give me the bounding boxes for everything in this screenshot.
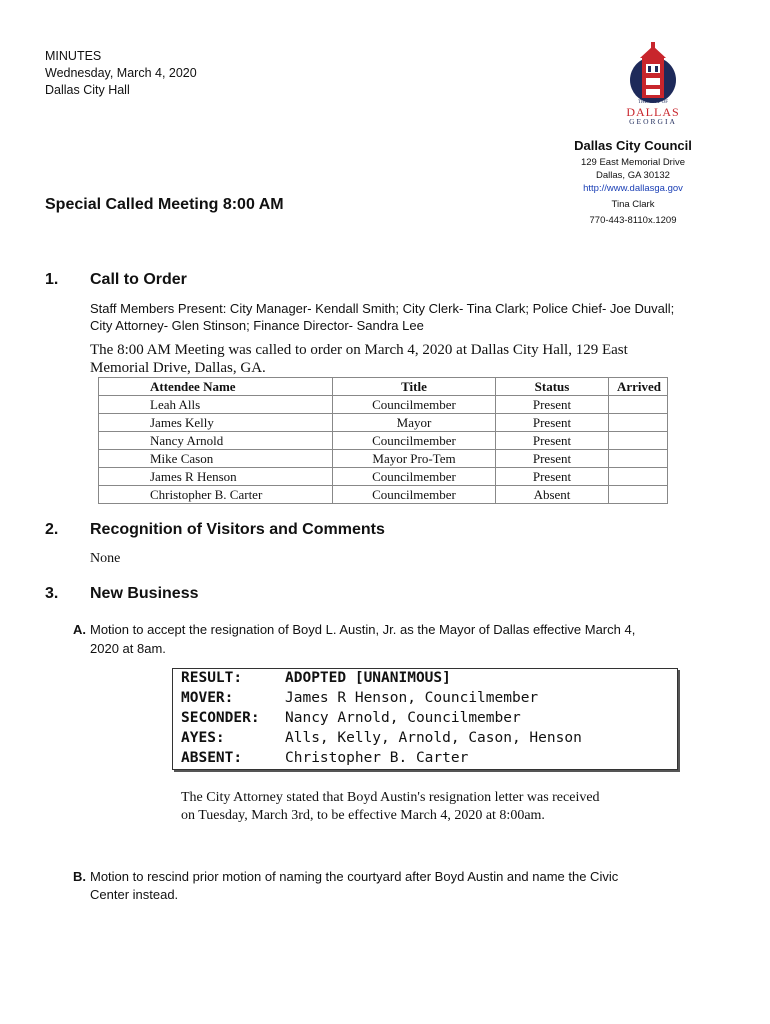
attendee-name: James R Henson [99,468,333,486]
section-2-title: Recognition of Visitors and Comments [90,521,385,538]
col-attendee-name: Attendee Name [99,378,333,396]
motion-a-label: A. [73,622,86,637]
attendee-name: Nancy Arnold [99,432,333,450]
attendee-arrived [609,468,668,486]
attendee-title: Mayor [333,414,496,432]
table-row [99,414,668,432]
meeting-location: Dallas City Hall [45,83,130,97]
called-to-order-line2: Memorial Drive, Dallas, GA. [90,360,266,376]
motion-b-text-line2: Center instead. [90,887,179,902]
table-row [99,432,668,450]
attendance-table [98,377,668,504]
motion-a-note-line2: on Tuesday, March 3rd, to be effective March 4, 2020 at 8:00am. [181,808,545,823]
attendee-status: Present [496,396,609,414]
attendee-name: Mike Cason [99,450,333,468]
meeting-date: Wednesday, March 4, 2020 [45,66,197,80]
absent-label: ABSENT: [181,750,243,766]
logo-top-text: THE CITY OF [637,100,669,105]
attendee-title: Mayor Pro-Tem [333,450,496,468]
attendee-status: Present [496,432,609,450]
attendee-arrived [609,432,668,450]
logo-main-text: DALLAS [626,105,680,119]
staff-present-line2: City Attorney- Glen Stinson; Finance Director- Sandra Lee [90,318,424,333]
attendee-name: James Kelly [99,414,333,432]
ayes-value: Alls, Kelly, Arnold, Cason, Henson [285,730,582,746]
motion-b-text-line1: Motion to rescind prior motion of naming the courtyard after Boyd Austin and name the Civic [90,869,619,884]
table-row [99,450,668,468]
col-status: Status [496,378,609,396]
attendee-status: Present [496,468,609,486]
council-clerk: Tina Clark [611,199,655,210]
council-address1: 129 East Memorial Drive [580,157,685,168]
council-phone: 770-443-8110x.1209 [589,215,677,226]
motion-a-text-line1: Motion to accept the resignation of Boyd L. Austin, Jr. as the Mayor of Dallas effective March 4, [90,622,636,637]
mover-value: James R Henson, Councilmember [285,690,539,706]
council-website-link[interactable]: http://www.dallasga.gov [583,183,683,194]
result-label: RESULT: [181,670,243,686]
city-logo [622,42,684,126]
minutes-label: MINUTES [45,49,102,63]
visitors-comments-text: None [90,551,121,566]
section-3-title: New Business [90,585,199,602]
col-title: Title [333,378,496,396]
meeting-title: Special Called Meeting 8:00 AM [45,196,284,213]
attendee-title: Councilmember [333,432,496,450]
staff-present-line1: Staff Members Present: City Manager- Kendall Smith; City Clerk- Tina Clark; Police Chief- Joe Duvall; [90,301,675,316]
table-row [99,396,668,414]
section-3-number: 3. [45,585,59,602]
council-name: Dallas City Council [574,138,692,153]
mover-label: MOVER: [181,690,234,706]
motion-a-result-box [172,668,678,770]
ayes-label: AYES: [181,730,225,746]
col-arrived: Arrived [609,378,668,396]
section-1-title: Call to Order [90,271,187,288]
motion-b-label: B. [73,869,86,884]
attendee-arrived [609,486,668,504]
section-1-number: 1. [45,271,59,288]
motion-a-note-line1: The City Attorney stated that Boyd Austin's resignation letter was received [181,790,600,805]
attendee-status: Present [496,450,609,468]
absent-value: Christopher B. Carter [285,750,469,766]
council-info [558,138,708,227]
seconder-label: SECONDER: [181,710,260,726]
result-value: ADOPTED [UNANIMOUS] [285,670,451,686]
attendee-status: Absent [496,486,609,504]
attendee-name: Leah Alls [99,396,333,414]
attendee-title: Councilmember [333,396,496,414]
called-to-order-line1: The 8:00 AM Meeting was called to order on March 4, 2020 at Dallas City Hall, 129 East [90,342,628,358]
attendee-title: Councilmember [333,468,496,486]
logo-sub-text: GEORGIA [629,117,677,126]
attendee-arrived [609,414,668,432]
attendance-header-row [99,378,668,396]
attendee-name: Christopher B. Carter [99,486,333,504]
attendee-arrived [609,450,668,468]
motion-a-text-line2: 2020 at 8am. [90,641,166,656]
seconder-value: Nancy Arnold, Councilmember [285,710,521,726]
attendee-status: Present [496,414,609,432]
attendee-arrived [609,396,668,414]
table-row [99,468,668,486]
table-row [99,486,668,504]
council-address2: Dallas, GA 30132 [596,170,670,181]
attendee-title: Councilmember [333,486,496,504]
section-2-number: 2. [45,521,59,538]
